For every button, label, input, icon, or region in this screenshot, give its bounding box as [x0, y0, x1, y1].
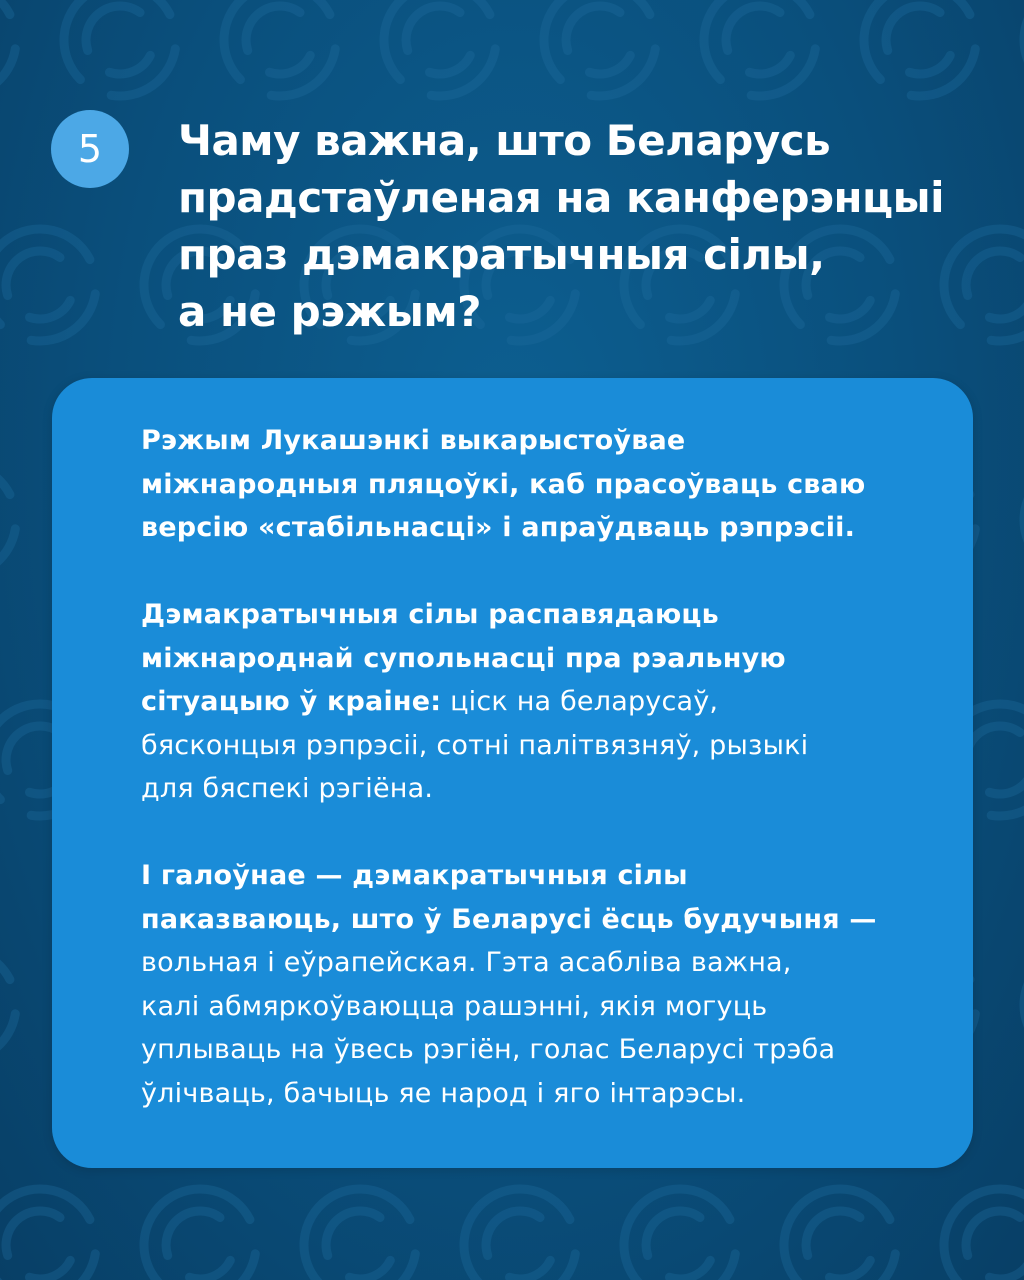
pattern-arc — [0, 49, 15, 96]
pattern-motif — [704, 0, 815, 96]
pattern-motif — [0, 464, 15, 576]
pattern-arc — [704, 0, 810, 80]
pattern-arc — [864, 0, 970, 80]
pattern-arc — [246, 6, 300, 50]
step-number-badge — [51, 110, 129, 188]
pattern-arc — [191, 1254, 255, 1280]
text-line: паказваюць, што ў Беларусі ёсць будучыня — — [141, 903, 877, 935]
pattern-arc — [0, 1189, 90, 1280]
pattern-arc — [111, 49, 175, 96]
text-line: Рэжым Лукашэнкі выкарыстоўвае — [141, 425, 686, 456]
pattern-arc — [670, 1260, 711, 1279]
pattern-arc — [566, 6, 620, 50]
pattern-arc — [751, 49, 815, 96]
pattern-arc — [6, 1211, 60, 1255]
pattern-arc — [384, 0, 490, 80]
text-bold-fragment: сітуацыю ў краіне: — [141, 686, 442, 717]
content-card — [52, 378, 973, 1168]
paragraph-future — [141, 854, 943, 1115]
pattern-arc — [430, 55, 471, 74]
pattern-motif — [624, 1189, 735, 1280]
text-fragment: ціск на беларусаў, — [441, 686, 719, 717]
pattern-arc — [831, 1254, 895, 1280]
pattern-arc — [350, 1260, 391, 1279]
pattern-arc — [990, 1260, 1024, 1279]
pattern-arc — [0, 529, 15, 576]
pattern-arc — [886, 6, 940, 50]
heading-line: Чаму важна, што Беларусь — [178, 116, 831, 165]
pattern-arc — [806, 1211, 860, 1255]
pattern-arc — [510, 1260, 551, 1279]
pattern-arc — [86, 6, 140, 50]
pattern-arc — [990, 775, 1024, 794]
pattern-arc — [726, 6, 780, 50]
pattern-motif — [64, 0, 175, 96]
pattern-arc — [511, 1254, 575, 1280]
pattern-arc — [0, 1014, 15, 1061]
pattern-arc — [30, 1260, 71, 1279]
pattern-motif — [384, 0, 495, 96]
paragraph-democratic-forces — [141, 593, 943, 811]
text-line: І галоўнае — дэмакратычныя сілы — [141, 860, 688, 891]
heading-line: прадстаўленая на канферэнцыі — [178, 173, 944, 222]
pattern-arc — [64, 0, 170, 80]
pattern-arc — [406, 6, 460, 50]
pattern-arc — [830, 1260, 871, 1279]
pattern-arc — [31, 1254, 95, 1280]
pattern-motif — [944, 1189, 1024, 1280]
text-line: уплываць на ўвесь рэгіён, голас Беларусі трэба — [141, 1034, 836, 1065]
pattern-arc — [646, 1211, 700, 1255]
heading-line: праз дэмакратычныя сілы, — [178, 230, 825, 279]
pattern-motif — [464, 1189, 575, 1280]
pattern-arc — [591, 49, 655, 96]
pattern-arc — [0, 464, 10, 560]
pattern-arc — [31, 294, 95, 341]
pattern-arc — [944, 1189, 1024, 1280]
text-line: Дэмакратычныя сілы распавядаюць — [141, 599, 719, 630]
text-line: вольная і еўрапейская. Гэта асабліва важна, — [141, 947, 792, 978]
pattern-arc — [6, 251, 60, 295]
pattern-arc — [991, 769, 1024, 816]
pattern-arc — [271, 49, 335, 96]
pattern-arc — [464, 1189, 570, 1280]
pattern-arc — [0, 229, 90, 325]
pattern-motif — [0, 0, 15, 96]
pattern-arc — [144, 1189, 250, 1280]
pattern-motif — [864, 0, 975, 96]
pattern-arc — [351, 1254, 415, 1280]
pattern-arc — [624, 1189, 730, 1280]
pattern-arc — [590, 55, 631, 74]
pattern-motif — [144, 1189, 255, 1280]
text-line: бясконцыя рэпрэсіі, сотні палітвязняў, рызыкі — [141, 729, 809, 761]
text-line: міжнароднай супольнасці пра рэальную — [141, 642, 786, 674]
text-line — [141, 680, 943, 724]
text-line: ўлічваць, бачыць яе народ і яго інтарэсы. — [141, 1077, 746, 1109]
pattern-arc — [966, 726, 1020, 770]
text-line: міжнародныя пляцоўкі, каб прасоўваць сваю — [141, 468, 866, 500]
pattern-arc — [326, 1211, 380, 1255]
pattern-motif — [0, 1189, 95, 1280]
pattern-motif — [544, 0, 655, 96]
pattern-arc — [784, 1189, 890, 1280]
pattern-arc — [190, 1260, 231, 1279]
pattern-arc — [431, 49, 495, 96]
pattern-arc — [270, 55, 311, 74]
pattern-arc — [304, 1189, 410, 1280]
pattern-arc — [671, 1254, 735, 1280]
pattern-motif — [0, 229, 95, 341]
pattern-arc — [486, 1211, 540, 1255]
pattern-motif — [784, 1189, 895, 1280]
pattern-arc — [110, 55, 151, 74]
text-line: версію «стабільнасці» і апраўдваць рэпрэсіі. — [141, 512, 856, 543]
pattern-arc — [966, 1211, 1020, 1255]
pattern-arc — [544, 0, 650, 80]
text-line: для бяспекі рэгіёна. — [141, 773, 434, 804]
pattern-arc — [910, 55, 951, 74]
text-line: калі абмяркоўваюцца рашэнні, якія могуць — [141, 990, 768, 1022]
pattern-arc — [991, 1254, 1024, 1280]
pattern-arc — [0, 949, 10, 1045]
pattern-arc — [0, 0, 10, 80]
pattern-arc — [750, 55, 791, 74]
pattern-arc — [911, 49, 975, 96]
pattern-arc — [224, 0, 330, 80]
pattern-arc — [166, 1211, 220, 1255]
pattern-motif — [0, 949, 15, 1061]
heading-line: а не рэжым? — [178, 287, 482, 336]
paragraph-regime — [141, 419, 943, 550]
page-heading — [178, 112, 998, 340]
pattern-motif — [224, 0, 335, 96]
step-number: 5 — [77, 127, 103, 171]
pattern-arc — [30, 300, 71, 319]
pattern-motif — [304, 1189, 415, 1280]
